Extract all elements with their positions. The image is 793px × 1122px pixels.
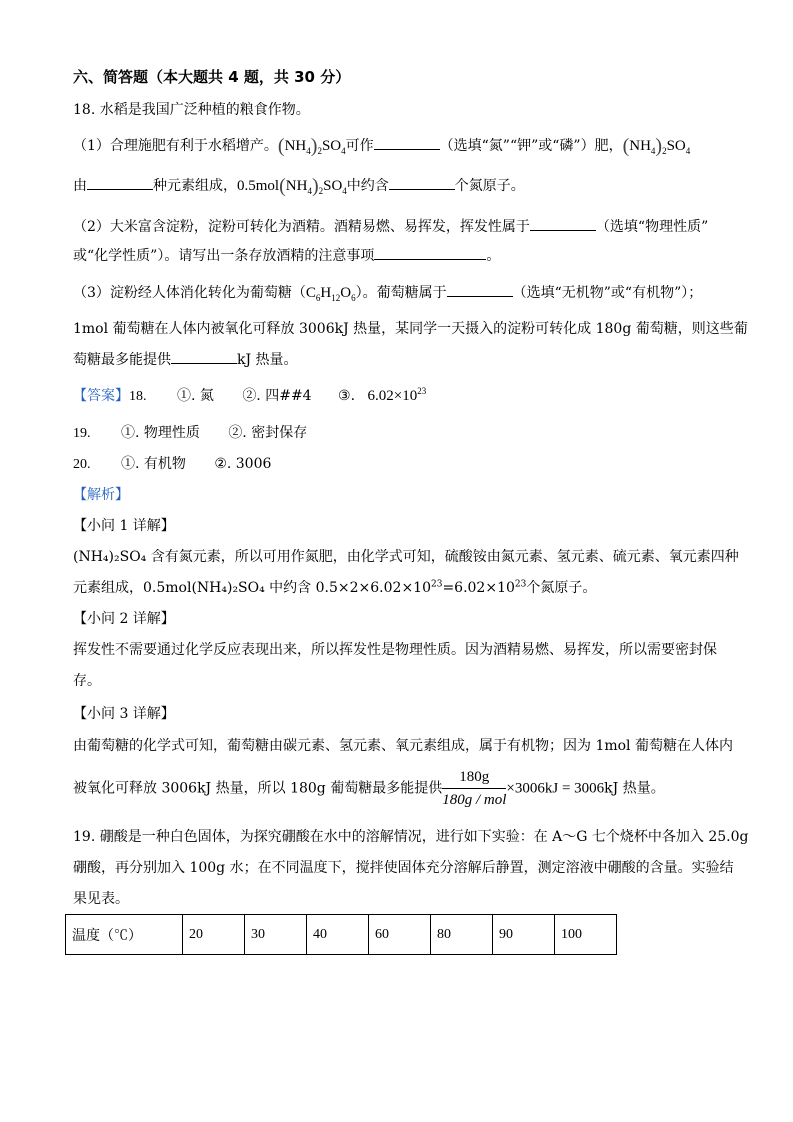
question-18-part2-line2: 或“化学性质”）。请写出一条存放酒精的注意事项 。	[73, 245, 500, 265]
analysis-tag: 【解析】	[73, 487, 129, 503]
question-19-line2: 硼酸，再分别加入 100g 水；在不同温度下，搅拌使固体充分溶解后静置，测定溶液中硼酸的含量。实验结	[73, 860, 734, 876]
sub-question-3-line2: 被氧化可释放 3006kJ 热量，所以 180g 葡萄糖最多能提供 $\frac{180g}{\text{180g / mol}}$ ×3006kJ = 3006kJ 热量。	[73, 769, 665, 808]
glucose-formula: $C_6H_{12}O_6$	[305, 285, 356, 303]
table-row	[66, 915, 617, 955]
question-18-part1-line2: 由 种元素组成，$0.5mol(NH_4)_2SO_4$中约含 个氮原子。	[73, 175, 525, 197]
table-cell: 40	[307, 915, 369, 955]
answer-tag: 【答案】	[73, 388, 129, 404]
sub-question-3-line1: 由葡萄糖的化学式可知，葡萄糖由碳元素、氢元素、氧元素组成，属于有机物；因为 1mol 葡萄糖在人体内	[73, 738, 733, 754]
temperature-table	[65, 914, 617, 955]
answer-blank[interactable]	[374, 245, 486, 260]
sub-question-3-title: 【小问 3 详解】	[73, 706, 175, 722]
answer-blank[interactable]	[389, 175, 455, 190]
table-cell: 60	[369, 915, 431, 955]
section-title: 六、简答题（本大题共 4 题，共 30 分）	[73, 68, 351, 86]
ammonium-sulfate-formula: $(NH_4)_2SO_4$	[277, 135, 346, 157]
ammonium-sulfate-formula: $(NH_4)_2SO_4$	[622, 135, 691, 157]
table-cell: 100	[555, 915, 617, 955]
answer-blank[interactable]	[87, 175, 153, 190]
sub-question-1-line2: 元素组成，0.5mol(NH₄)₂SO₄ 中约含 $0.5\times 2\times 6.02\times 10^{23}=6.02\times 10^{23}$个氮原子。	[73, 579, 597, 596]
answer-blank[interactable]	[447, 282, 513, 297]
question-18-part3-line2: 1mol 葡萄糖在人体内被氧化可释放 3006kJ 热量，某同学一天摄入的淀粉可转化成 180g 葡萄糖，则这些葡	[73, 321, 748, 337]
table-cell: 20	[183, 915, 245, 955]
answer-blank[interactable]	[374, 135, 440, 150]
energy-fraction: $\frac{180g}{\text{180g / mol}}$	[442, 769, 507, 808]
question-19-line3: 果见表。	[73, 891, 129, 907]
answer-blank[interactable]	[171, 349, 237, 364]
sub-question-1-title: 【小问 1 详解】	[73, 518, 175, 534]
question-18-part3-line1: （3）淀粉经人体消化转化为葡萄糖$(C_6H_{12}O_6)$。葡萄糖属于 （选填“无机物”或“有机物”）；	[73, 282, 702, 303]
table-cell: 90	[493, 915, 555, 955]
ammonium-sulfate-formula: $(NH_4)_2SO_4$	[279, 175, 347, 197]
sub-question-2-line1: 挥发性不需要通过化学反应表现出来，所以挥发性是物理性质。因为酒精易燃、易挥发，所以需要密封保	[73, 642, 717, 658]
question-19-line1: 19. 硼酸是一种白色固体，为探究硼酸在水中的溶解情况，进行如下实验：在 A～G 七个烧杯中各加入 25.0g	[73, 829, 749, 845]
question-18-part3-line3: 萄糖最多能提供 kJ 热量。	[73, 349, 298, 369]
sub-question-2-title: 【小问 2 详解】	[73, 611, 175, 627]
answer-line-2: 19. ①. 物理性质 ②. 密封保存	[73, 425, 308, 441]
answer-line-1: 【答案】18. ①. 氮 ②. 四##4 ③. $6.02\times 10^{23}$	[73, 386, 427, 404]
question-18-stem: 18. 水稻是我国广泛种植的粮食作物。	[73, 102, 310, 118]
sub-question-2-line2: 存。	[73, 673, 101, 689]
sub-question-1-line1: (NH₄)₂SO₄ 含有氮元素，所以可用作氮肥，由化学式可知，硫酸铵由氮元素、氢元素、硫元素、氧元素四种	[73, 549, 739, 565]
answer-line-3: 20. ①. 有机物 ②. 3006	[73, 456, 272, 472]
table-cell: 80	[431, 915, 493, 955]
question-18-part1-line1: （1）合理施肥有利于水稻增产。$(NH_4)_2SO_4$可作 （选填“氮”“钾”或“磷”）肥，$(NH_4)_2SO_4$	[73, 135, 691, 157]
table-header-cell: 温度（℃）	[66, 915, 183, 955]
avogadro-value: $6.02\times 10^{23}$	[367, 386, 427, 404]
answer-blank[interactable]	[530, 216, 596, 231]
table-cell: 30	[245, 915, 307, 955]
question-18-part2-line1: （2）大米富含淀粉，淀粉可转化为酒精。酒精易燃、易挥发，挥发性属于 （选填“物理性质”	[73, 216, 708, 236]
